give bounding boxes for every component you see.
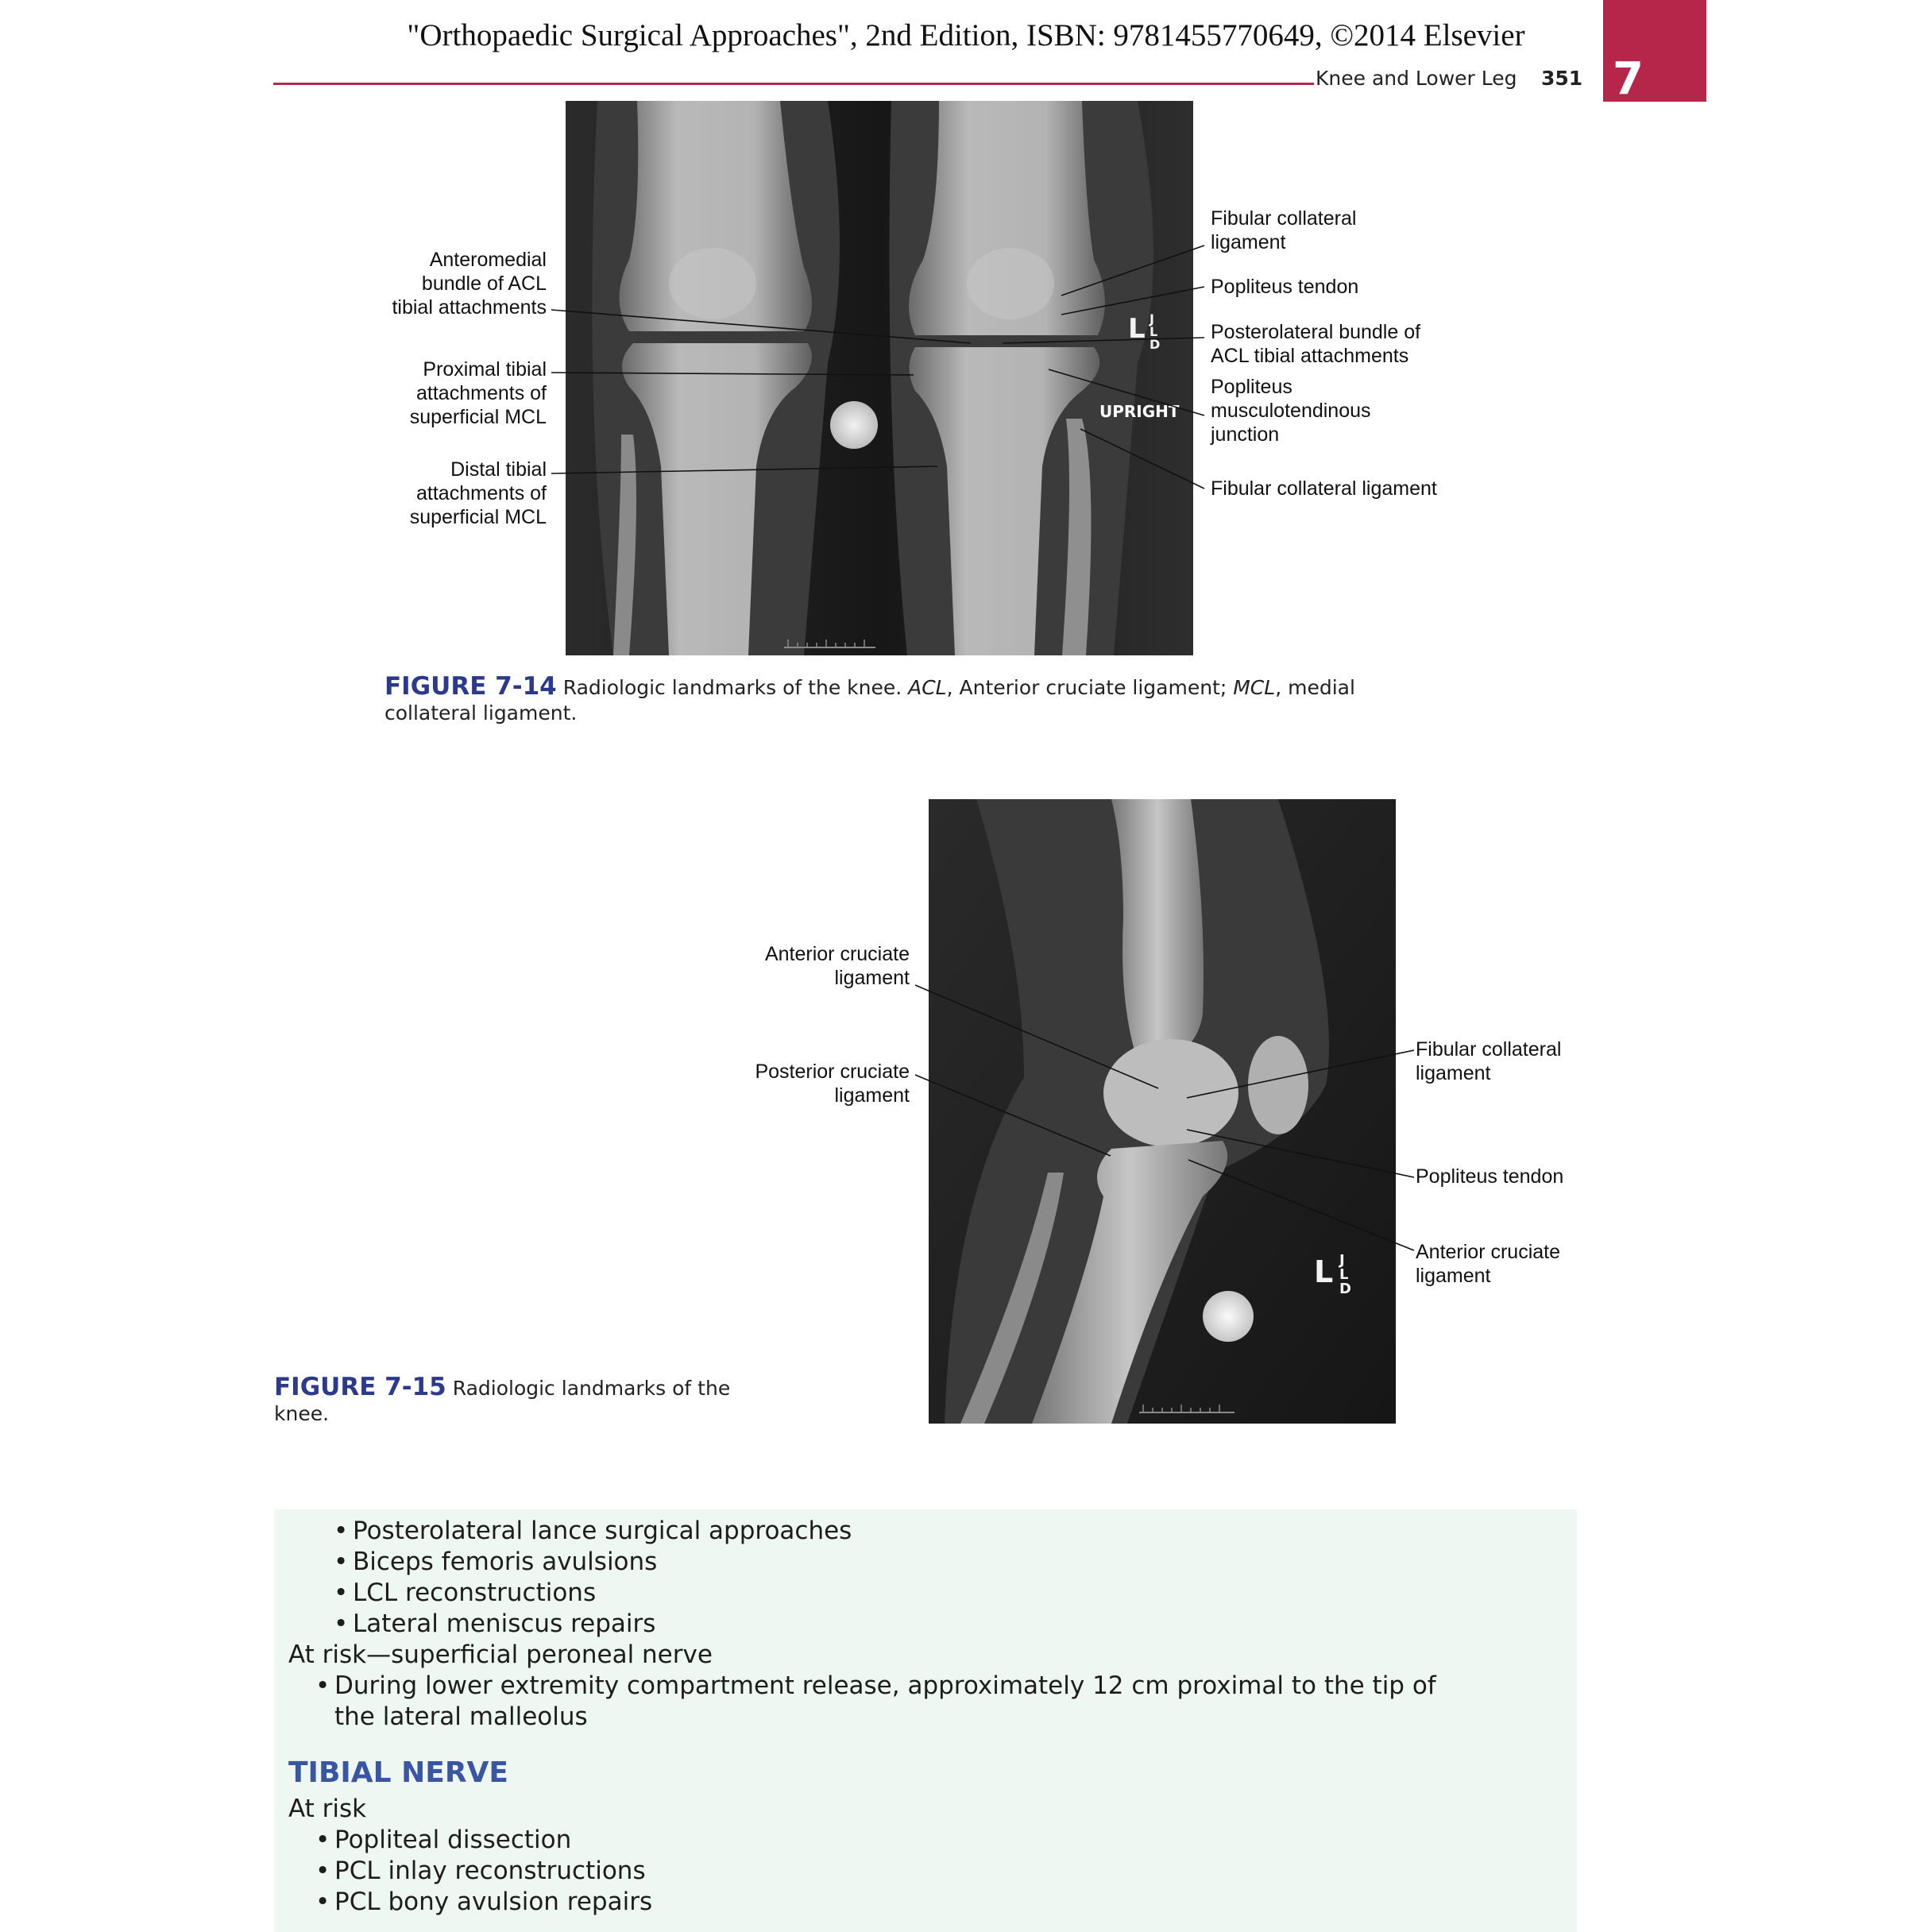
- book-title: "Orthopaedic Surgical Approaches", 2nd Edition, ISBN: 9781455770649, ©2014 Elsevier: [407, 18, 1525, 52]
- label-fibular-collateral-ligament-1: Fibular collateral ligament: [1211, 207, 1357, 253]
- figure-7-14-xray: [566, 101, 1193, 655]
- list-item: • PCL bony avulsion repairs: [315, 1888, 653, 1916]
- label-posterolateral-acl: Posterolateral bundle of ACL tibial attachments: [1211, 321, 1421, 367]
- figure-7-15-number: FIGURE 7-15: [274, 1373, 446, 1401]
- content-box: [274, 1509, 1577, 1932]
- svg-text:L: L: [1339, 1266, 1349, 1283]
- list-item: • During lower extremity compartment release, approximately 12 cm proximal to the tip of: [315, 1671, 1436, 1700]
- upright-marker: UPRIGHT: [1099, 402, 1180, 421]
- xray14-side-marker: L: [1128, 313, 1146, 345]
- svg-text:D: D: [1339, 1281, 1351, 1297]
- label-15-anterior-cruciate-left: Anterior cruciate ligament: [764, 943, 910, 989]
- svg-text:L: L: [1150, 324, 1158, 339]
- page-number: 351: [1541, 67, 1583, 90]
- label-15-posterior-cruciate: Posterior cruciate ligament: [755, 1061, 910, 1107]
- list-item: • Lateral meniscus repairs: [334, 1609, 656, 1638]
- figure-7-14-caption: FIGURE 7-14 Radiologic landmarks of the knee. ACL, Anterior cruciate ligament; MCL, medial collateral ligament.: [384, 672, 1355, 724]
- label-fibular-collateral-ligament-2: Fibular collateral ligament: [1211, 477, 1437, 500]
- label-15-fibular-collateral: Fibular collateral ligament: [1416, 1038, 1562, 1084]
- list-item: • Biceps femoris avulsions: [334, 1548, 658, 1576]
- xray14-corner-marker: J: [1150, 311, 1154, 327]
- svg-text:D: D: [1150, 337, 1161, 352]
- figure-7-15-xray: [929, 799, 1396, 1424]
- xray15-side-marker: L: [1314, 1254, 1334, 1289]
- list-item: • Posterolateral lance surgical approaches: [334, 1517, 852, 1545]
- xray15-corner-marker: J: [1339, 1252, 1345, 1269]
- running-head: Knee and Lower Leg: [1316, 67, 1517, 90]
- label-distal-mcl: Distal tibial attachments of superficial MCL: [409, 458, 547, 528]
- figure-7-14-number: FIGURE 7-14: [384, 672, 557, 701]
- list-item: • Popliteal dissection: [315, 1826, 572, 1854]
- at-risk-peroneal: At risk—superficial peroneal nerve: [288, 1640, 713, 1669]
- label-anteromedial-acl: Anteromedial bundle of ACL tibial attachments: [392, 249, 547, 319]
- tibial-at-risk: At risk: [288, 1795, 367, 1823]
- figure-7-15-caption: FIGURE 7-15 Radiologic landmarks of the knee.: [274, 1373, 731, 1425]
- chapter-tab: 7: [1603, 0, 1706, 102]
- list-item: • PCL inlay reconstructions: [315, 1857, 646, 1885]
- label-popliteus-junction: Popliteus musculotendinous junction: [1211, 376, 1371, 446]
- tibial-nerve-heading: TIBIAL NERVE: [288, 1756, 509, 1789]
- header-rule: [273, 83, 1314, 85]
- label-popliteus-tendon: Popliteus tendon: [1211, 276, 1359, 298]
- label-15-popliteus-tendon: Popliteus tendon: [1416, 1165, 1564, 1188]
- label-proximal-mcl: Proximal tibial attachments of superficial MCL: [409, 358, 547, 428]
- label-15-anterior-cruciate-right: Anterior cruciate ligament: [1416, 1241, 1561, 1287]
- list-item-continuation: the lateral malleolus: [334, 1702, 588, 1731]
- list-item: • LCL reconstructions: [334, 1578, 597, 1607]
